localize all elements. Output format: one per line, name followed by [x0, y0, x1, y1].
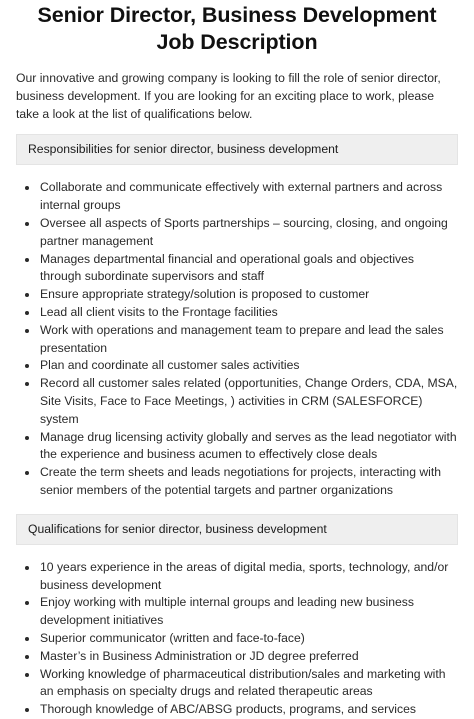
bullet-icon — [25, 186, 29, 190]
page-title: Senior Director, Business Development Job Description — [37, 3, 437, 54]
bullet-icon — [25, 566, 29, 570]
bullet-icon — [25, 382, 29, 386]
bullet-icon — [25, 293, 29, 297]
list-item: Ensure appropriate strategy/solution is proposed to customer — [16, 286, 458, 304]
list-item: Enjoy working with multiple internal groups and leading new business development initiatives — [16, 594, 458, 630]
list-item: Create the term sheets and leads negotiations for projects, interacting with senior members of the potential targets and partner organizations — [16, 464, 458, 500]
bullet-icon — [25, 655, 29, 659]
list-item: Work with operations and management team to prepare and lead the sales presentation — [16, 322, 458, 358]
bullet-icon — [25, 601, 29, 605]
list-item: Oversee all aspects of Sports partnerships – sourcing, closing, and ongoing partner management — [16, 215, 458, 251]
bullet-icon — [25, 258, 29, 262]
bullet-icon — [25, 329, 29, 333]
list-item: Record all customer sales related (opportunities, Change Orders, CDA, MSA, Site Visits, Face to Face Meetings, ) activities in CRM (SALESFORCE) system — [16, 375, 458, 428]
qualifications-header: Qualifications for senior director, business development — [16, 514, 458, 545]
list-item: Thorough knowledge of ABC/ABSG products, programs, and services — [16, 701, 458, 719]
bullet-icon — [25, 364, 29, 368]
list-item: Superior communicator (written and face-to-face) — [16, 630, 458, 648]
bullet-icon — [25, 471, 29, 475]
bullet-icon — [25, 436, 29, 440]
qualifications-list — [16, 559, 458, 719]
intro-paragraph: Our innovative and growing company is looking to fill the role of senior director, business development. If you are looking for an exciting place to work, please take a look at the list of qualifications below. — [16, 71, 441, 121]
list-item: Master’s in Business Administration or JD degree preferred — [16, 648, 458, 666]
responsibilities-list — [16, 179, 458, 499]
bullet-icon — [25, 673, 29, 677]
list-item: Plan and coordinate all customer sales activities — [16, 357, 458, 375]
list-item: Lead all client visits to the Frontage facilities — [16, 304, 458, 322]
responsibilities-header: Responsibilities for senior director, business development — [16, 134, 458, 165]
list-item: 10 years experience in the areas of digital media, sports, technology, and/or business development — [16, 559, 458, 595]
bullet-icon — [25, 637, 29, 641]
list-item: Collaborate and communicate effectively with external partners and across internal groups — [16, 179, 458, 215]
list-item: Manage drug licensing activity globally and serves as the lead negotiator with the experience and business acumen to effectively close deals — [16, 429, 458, 465]
bullet-icon — [25, 311, 29, 315]
list-item: Working knowledge of pharmaceutical distribution/sales and marketing with an emphasis on specialty drugs and related therapeutic areas — [16, 666, 458, 702]
bullet-icon — [25, 708, 29, 712]
list-item: Manages departmental financial and operational goals and objectives through subordinate supervisors and staff — [16, 251, 458, 287]
bullet-icon — [25, 222, 29, 226]
